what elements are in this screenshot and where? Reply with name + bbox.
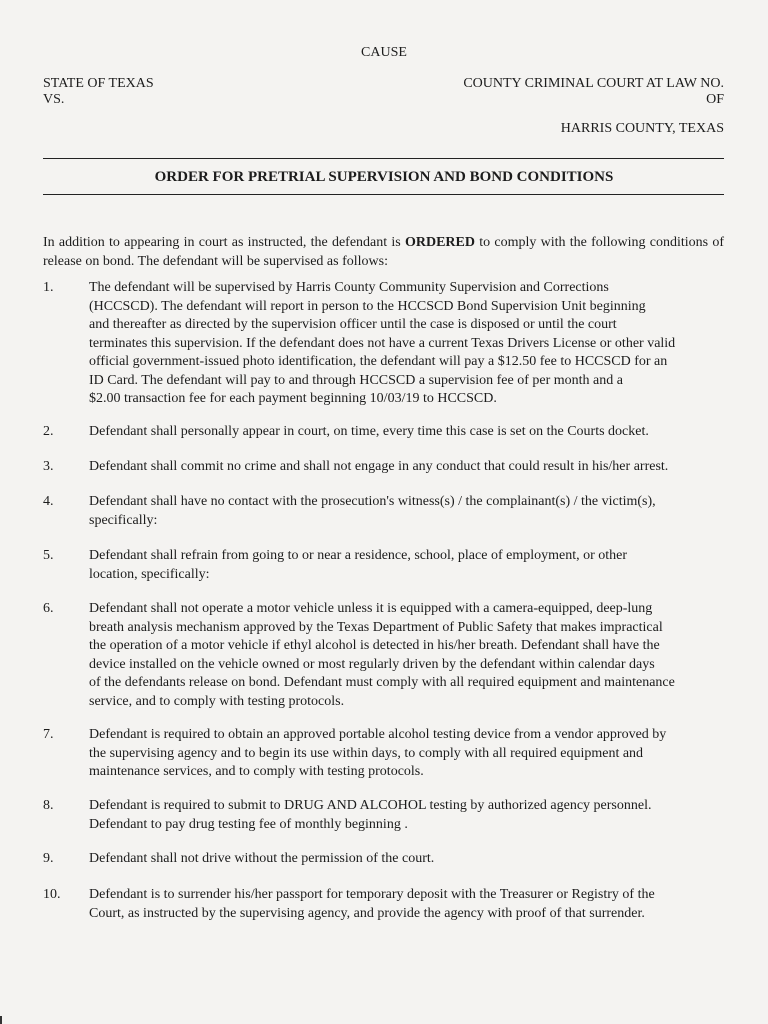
condition-number: 4.	[43, 494, 54, 509]
condition-line: the supervising agency and to begin its use within days, to comply with all required equipment and	[89, 745, 644, 761]
document-title: ORDER FOR PRETRIAL SUPERVISION AND BOND CONDITIONS	[154, 169, 614, 185]
condition-line: Defendant is required to obtain an approved portable alcohol testing device from a vendor approved by	[89, 727, 667, 742]
intro-text-before: In addition to appearing in court as instructed, the defendant is	[43, 235, 405, 250]
condition-text	[89, 726, 744, 782]
condition-text	[89, 458, 744, 477]
condition-text	[89, 797, 744, 834]
condition-text	[89, 423, 744, 442]
condition-text	[89, 493, 744, 530]
condition-text	[89, 600, 744, 711]
condition-line: terminates this supervision. If the defendant does not have a current Texas Drivers License or other valid	[89, 335, 676, 351]
condition-number: 2.	[43, 424, 54, 439]
scan-edge-mark	[0, 1016, 2, 1024]
condition-number: 7.	[43, 727, 54, 742]
title-top-rule	[43, 158, 724, 159]
intro-paragraph	[43, 233, 724, 271]
vs-label: VS.	[43, 92, 65, 107]
condition-line: location, specifically:	[89, 566, 210, 582]
title-bottom-rule	[43, 194, 724, 195]
court-name-line1: COUNTY CRIMINAL COURT AT LAW NO.	[463, 76, 724, 91]
condition-line: The defendant will be supervised by Harris County Community Supervision and Corrections	[89, 280, 609, 295]
condition-number: 5.	[43, 548, 54, 563]
condition-line: Defendant shall not drive without the permission of the court.	[89, 851, 435, 866]
condition-line: (HCCSCD). The defendant will report in person to the HCCSCD Bond Supervision Unit beginning	[89, 298, 646, 314]
court-name-line2: OF	[706, 92, 724, 107]
condition-line: and thereafter as directed by the supervision officer until the case is disposed or until the court	[89, 317, 617, 332]
condition-line: ID Card. The defendant will pay to and through HCCSCD a supervision fee of per month and a	[89, 372, 623, 388]
condition-line: Court, as instructed by the supervising agency, and provide the agency with proof of that surrender.	[89, 905, 645, 921]
condition-number: 10.	[43, 887, 61, 902]
condition-text	[89, 886, 744, 923]
condition-text	[89, 279, 744, 409]
condition-line: Defendant shall personally appear in court, on time, every time this case is set on the Courts docket.	[89, 424, 649, 439]
condition-line: $2.00 transaction fee for each payment beginning 10/03/19 to HCCSCD.	[89, 391, 497, 406]
intro-text-after: to comply with the following conditions of release on bond. The defendant will be supervised as follows:	[43, 235, 724, 269]
condition-line: Defendant to pay drug testing fee of monthly beginning .	[89, 816, 408, 832]
condition-line: Defendant is required to submit to DRUG AND ALCOHOL testing by authorized agency personnel.	[89, 798, 652, 813]
condition-line: Defendant shall commit no crime and shall not engage in any conduct that could result in his/her arrest.	[89, 459, 669, 474]
county-label: HARRIS COUNTY, TEXAS	[560, 121, 724, 136]
condition-line: device installed on the vehicle owned or most regularly driven by the defendant within calendar days	[89, 656, 655, 672]
condition-line: Defendant shall have no contact with the prosecution's witness(s) / the complainant(s) / the victim(s),	[89, 494, 656, 509]
state-of-texas-label: STATE OF TEXAS	[43, 76, 154, 91]
condition-number: 3.	[43, 459, 54, 474]
ordered-emphasis: ORDERED	[404, 235, 475, 250]
cause-label: CAUSE	[361, 45, 407, 60]
condition-line: specifically:	[89, 512, 158, 528]
condition-line: the operation of a motor vehicle if ethyl alcohol is detected in his/her breath. Defendant shall have the	[89, 638, 660, 653]
condition-line: breath analysis mechanism approved by the Texas Department of Public Safety that makes impractical	[89, 619, 663, 635]
condition-line: Defendant shall not operate a motor vehicle unless it is equipped with a camera-equipped, deep-lung	[89, 601, 653, 616]
condition-line: maintenance services, and to comply with testing protocols.	[89, 764, 424, 779]
condition-line: of the defendants release on bond. Defendant must comply with all required equipment and maintenance	[89, 675, 675, 690]
condition-line: service, and to comply with testing protocols.	[89, 693, 345, 709]
condition-text	[89, 850, 744, 869]
condition-number: 6.	[43, 601, 54, 616]
condition-number: 1.	[43, 280, 54, 295]
condition-line: official government-issued photo identification, the defendant will pay a $12.50 fee to HCCSCD for an	[89, 354, 668, 369]
condition-text	[89, 547, 744, 584]
condition-number: 8.	[43, 798, 54, 813]
condition-line: Defendant shall refrain from going to or near a residence, school, place of employment, or other	[89, 548, 628, 563]
condition-line: Defendant is to surrender his/her passport for temporary deposit with the Treasurer or Registry of the	[89, 887, 655, 902]
condition-number: 9.	[43, 851, 54, 866]
